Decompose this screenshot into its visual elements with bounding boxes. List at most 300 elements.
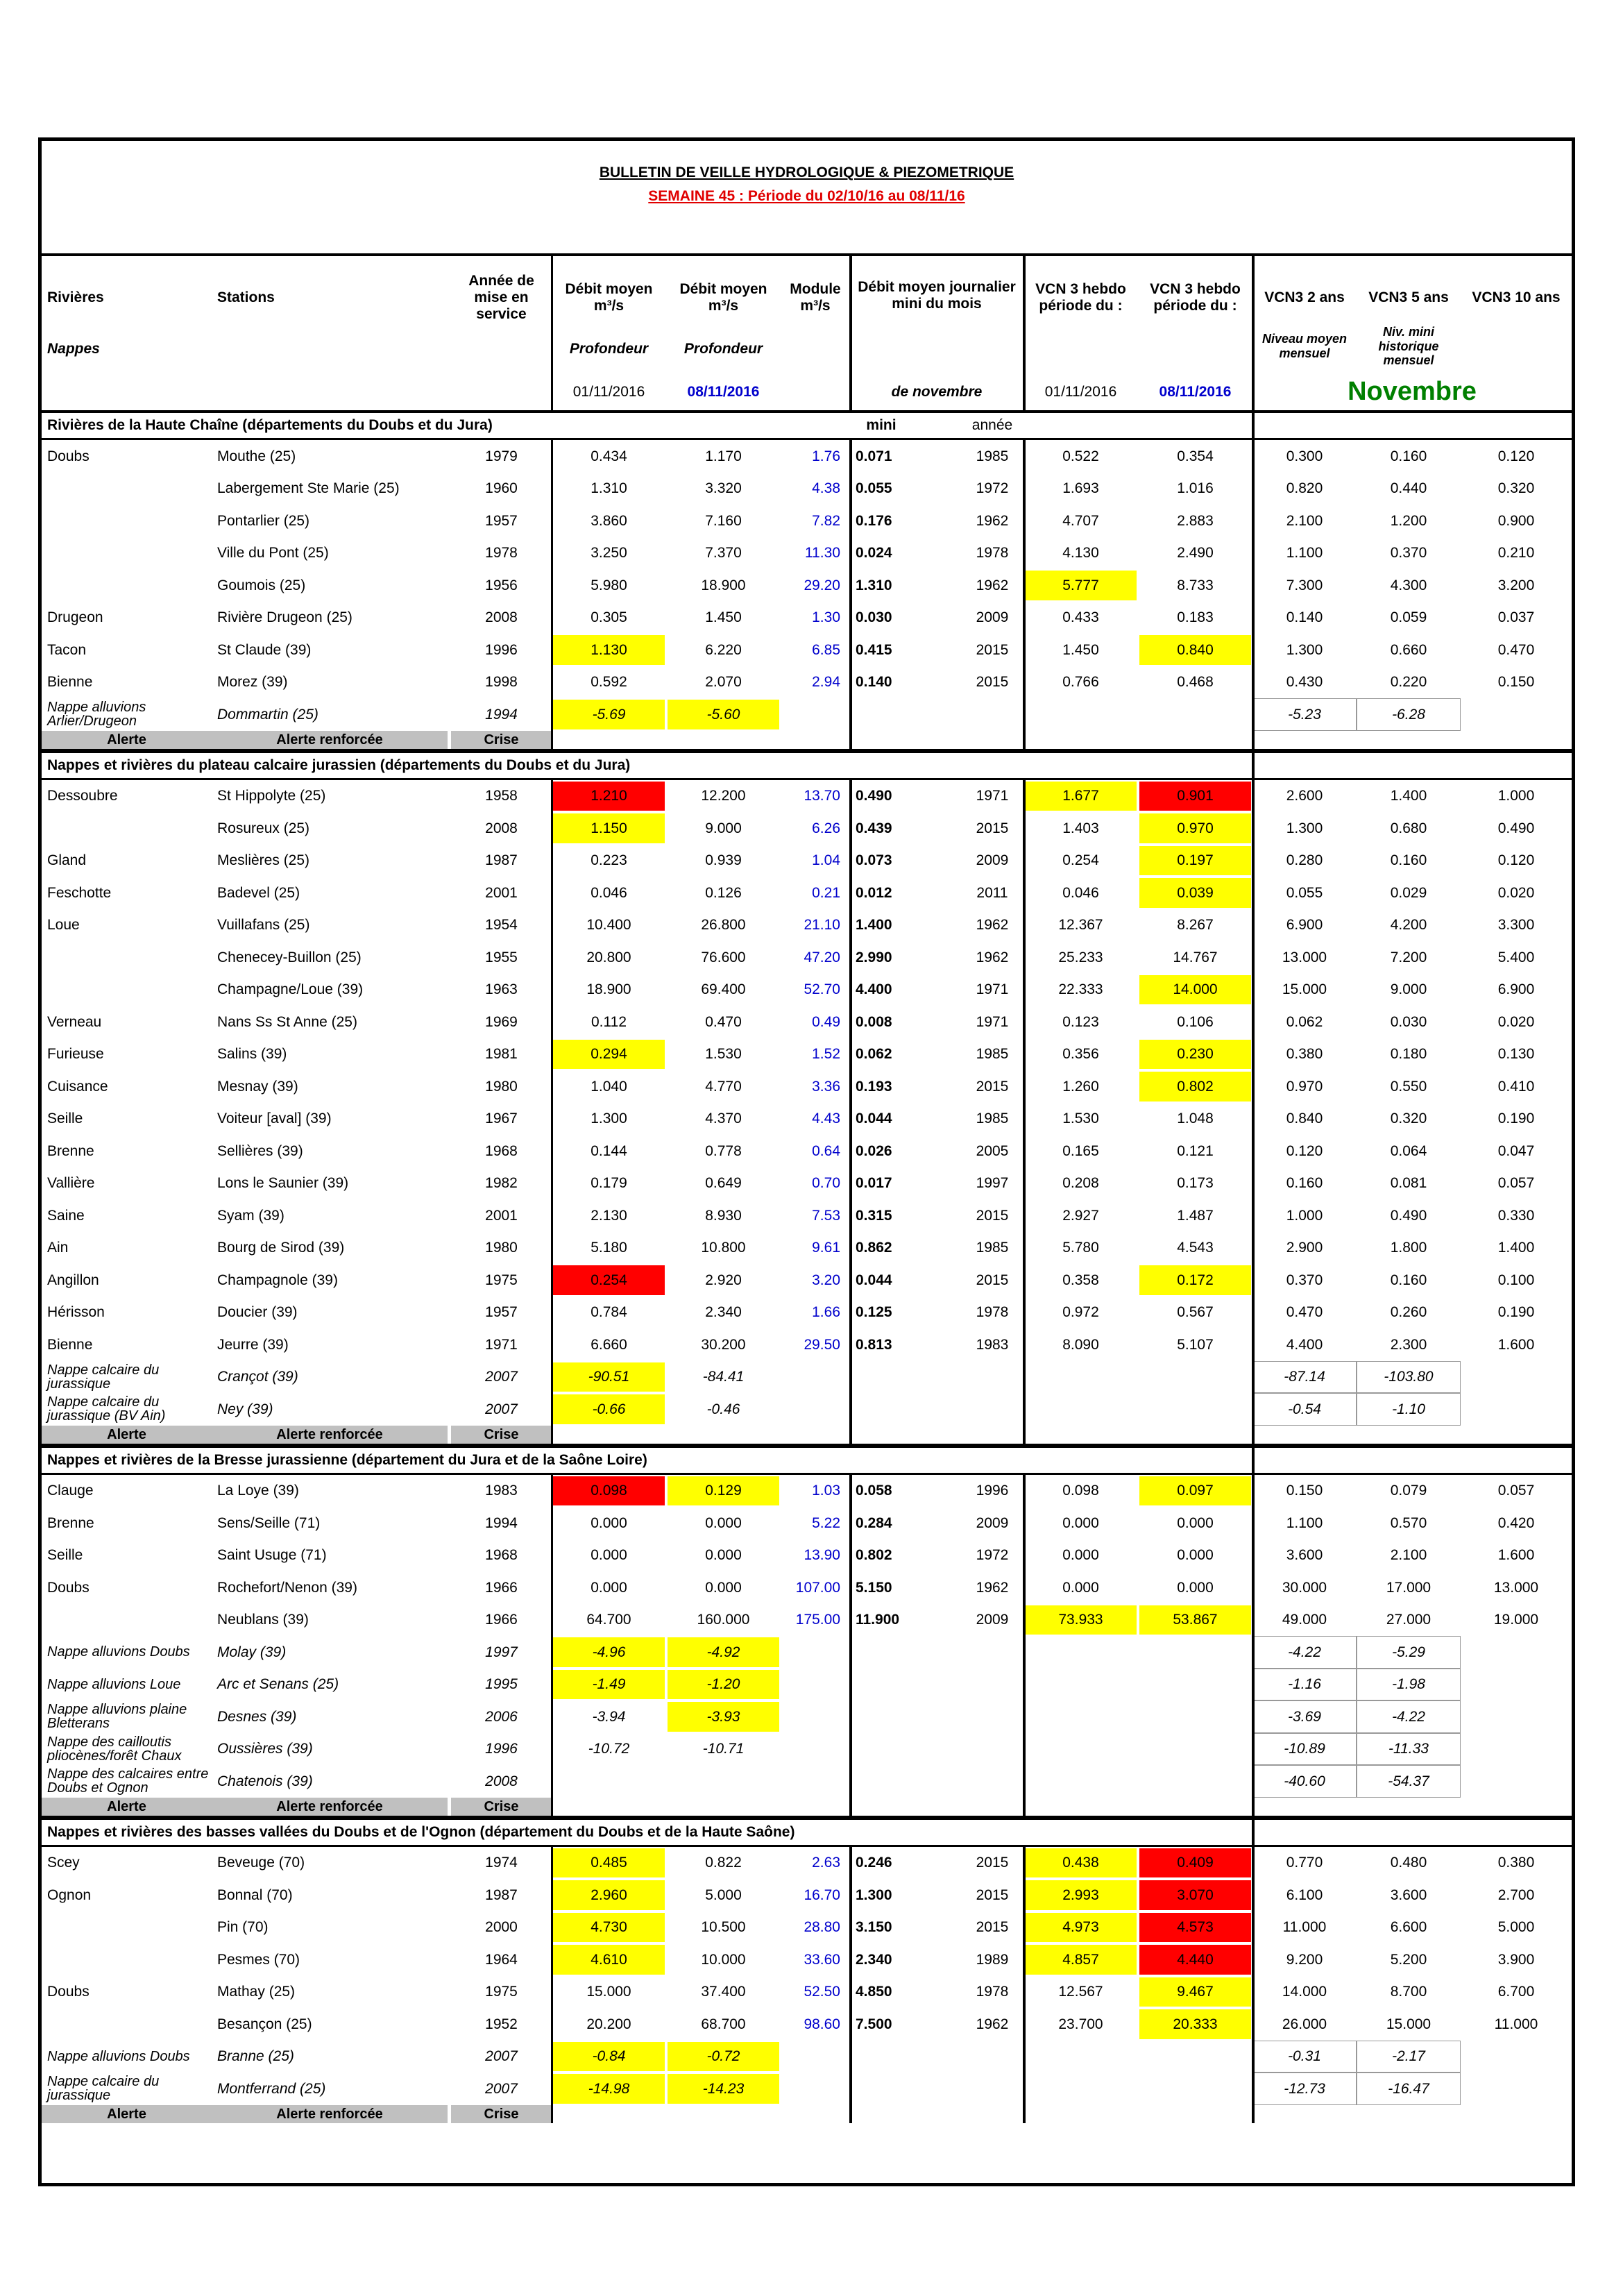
table-cell: 0.123 bbox=[1062, 1013, 1099, 1030]
table-cell: Oussières (39) bbox=[217, 1741, 313, 1757]
table-cell: 0.129 bbox=[668, 1476, 779, 1506]
table-cell: 2.63 bbox=[812, 1855, 840, 1871]
table-cell: 0.000 bbox=[1062, 1514, 1099, 1531]
table-cell: 1.600 bbox=[1497, 1336, 1535, 1353]
table-cell: 1985 bbox=[976, 448, 1009, 464]
table-cell: 0.434 bbox=[590, 448, 627, 464]
table-cell: 0.550 bbox=[1390, 1078, 1427, 1095]
table-cell: 6.660 bbox=[590, 1336, 627, 1353]
table-cell: 5.980 bbox=[590, 577, 627, 593]
table-cell: -0.72 bbox=[668, 2042, 779, 2072]
table-cell: 0.409 bbox=[1139, 1848, 1251, 1878]
table-cell bbox=[42, 505, 212, 537]
table-cell: 8.930 bbox=[705, 1207, 742, 1224]
table-cell bbox=[850, 1669, 961, 1701]
v-rule bbox=[849, 253, 852, 410]
table-cell: Mathay (25) bbox=[217, 1984, 296, 2000]
table-cell: -4.92 bbox=[668, 1637, 779, 1667]
table-cell: 1.66 bbox=[812, 1304, 840, 1321]
header-niveau-moyen: Niveau moyen mensuel bbox=[1261, 332, 1348, 360]
table-cell: 0.970 bbox=[1139, 813, 1251, 843]
table-cell: 2.94 bbox=[812, 674, 840, 691]
table-cell: 3.20 bbox=[812, 1272, 840, 1288]
table-cell: 0.062 bbox=[1286, 1013, 1323, 1030]
table-cell: 0.000 bbox=[1177, 1547, 1214, 1564]
table-cell: 0.49 bbox=[812, 1013, 840, 1030]
table-cell: 0.680 bbox=[1390, 820, 1427, 836]
table-cell: Hérisson bbox=[47, 1304, 105, 1321]
table-cell: 0.470 bbox=[1497, 641, 1535, 658]
table-cell: 13.90 bbox=[804, 1547, 840, 1564]
table-cell: -10.72 bbox=[588, 1741, 630, 1757]
table-cell: 0.820 bbox=[1286, 480, 1323, 497]
table-cell: 1998 bbox=[485, 674, 518, 691]
header-nappes: Nappes bbox=[47, 341, 100, 357]
table-cell: 0.173 bbox=[1177, 1175, 1214, 1192]
table-cell: Angillon bbox=[47, 1272, 99, 1288]
table-cell: 0.140 bbox=[856, 674, 892, 691]
table-cell: 1.450 bbox=[1062, 641, 1099, 658]
table-cell: 1954 bbox=[485, 917, 518, 934]
header-debit-mini: Débit moyen journalier mini du mois bbox=[858, 278, 1016, 312]
table-cell bbox=[1023, 2073, 1138, 2105]
table-cell: Crançot (39) bbox=[217, 1369, 298, 1385]
table-cell: -3.69 bbox=[1252, 1700, 1357, 1733]
table-cell: 8.267 bbox=[1177, 917, 1214, 934]
table-cell: 2015 bbox=[976, 674, 1009, 691]
table-cell: 1995 bbox=[485, 1676, 518, 1693]
table-cell: 2007 bbox=[485, 1401, 518, 1417]
table-cell: 1.000 bbox=[1286, 1207, 1323, 1224]
table-cell: 2001 bbox=[485, 1207, 518, 1224]
table-cell: 1981 bbox=[485, 1046, 518, 1063]
table-cell: 1.30 bbox=[812, 609, 840, 626]
table-cell bbox=[781, 1636, 850, 1669]
table-cell: 7.500 bbox=[856, 2016, 892, 2032]
table-cell: 6.26 bbox=[812, 820, 840, 836]
table-cell: 0.468 bbox=[1177, 674, 1214, 691]
table-cell: 2.340 bbox=[856, 1951, 892, 1968]
table-cell: 76.600 bbox=[701, 949, 746, 965]
table-cell: 2.490 bbox=[1177, 545, 1214, 562]
table-cell: 2.340 bbox=[705, 1304, 742, 1321]
table-cell bbox=[850, 1361, 961, 1394]
table-cell bbox=[781, 1393, 850, 1426]
table-cell: 4.973 bbox=[1025, 1913, 1137, 1943]
table-cell: 1.150 bbox=[553, 813, 665, 843]
table-cell bbox=[1023, 1636, 1138, 1669]
table-cell: -1.10 bbox=[1357, 1393, 1461, 1426]
table-cell: 0.433 bbox=[1062, 609, 1099, 626]
table-cell: Loue bbox=[47, 917, 80, 934]
table-cell bbox=[42, 1911, 212, 1944]
table-cell bbox=[850, 1636, 961, 1669]
table-cell: 0.064 bbox=[1390, 1142, 1427, 1159]
bulletin-subtitle: SEMAINE 45 : Période du 02/10/16 au 08/11/16 bbox=[648, 188, 965, 205]
table-cell: -5.69 bbox=[553, 700, 665, 729]
table-cell: Beveuge (70) bbox=[217, 1855, 305, 1871]
table-cell: 0.176 bbox=[856, 512, 892, 529]
table-cell: 14.000 bbox=[1282, 1984, 1327, 2000]
table-cell: 1.04 bbox=[812, 852, 840, 869]
table-cell: 2000 bbox=[485, 1919, 518, 1936]
table-cell: 4.857 bbox=[1025, 1945, 1137, 1975]
table-cell: 5.200 bbox=[1390, 1951, 1427, 1968]
table-cell bbox=[1461, 1733, 1572, 1766]
table-cell: 0.100 bbox=[1497, 1272, 1535, 1288]
table-cell: 0.490 bbox=[856, 788, 892, 804]
legend-alerte: Alerte bbox=[107, 2106, 146, 2122]
table-cell: 0.193 bbox=[856, 1078, 892, 1095]
table-cell: 0.490 bbox=[1390, 1207, 1427, 1224]
table-cell bbox=[961, 2041, 1023, 2073]
table-cell: Rosureux (25) bbox=[217, 820, 310, 836]
table-cell: 0.223 bbox=[590, 852, 627, 869]
table-cell: 6.220 bbox=[705, 641, 742, 658]
table-cell: 3.250 bbox=[590, 545, 627, 562]
table-cell: 47.20 bbox=[804, 949, 840, 965]
table-cell: St Claude (39) bbox=[217, 641, 312, 658]
table-cell: 2001 bbox=[485, 884, 518, 901]
table-cell: 1967 bbox=[485, 1111, 518, 1127]
table-cell: Lons le Saunier (39) bbox=[217, 1175, 349, 1192]
table-cell bbox=[1023, 698, 1138, 731]
table-cell: 4.610 bbox=[553, 1945, 665, 1975]
table-cell: Molay (39) bbox=[217, 1644, 287, 1660]
table-cell: 2015 bbox=[976, 1919, 1009, 1936]
legend-alerte-renforcee: Alerte renforcée bbox=[276, 1798, 383, 1814]
table-cell: Bienne bbox=[47, 1336, 93, 1353]
table-cell: 0.000 bbox=[1177, 1579, 1214, 1596]
table-cell: 0.017 bbox=[856, 1175, 892, 1192]
table-cell bbox=[850, 1393, 961, 1426]
table-cell: 0.000 bbox=[590, 1579, 627, 1596]
table-cell: 0.410 bbox=[1497, 1078, 1535, 1095]
table-cell bbox=[1461, 2073, 1572, 2105]
table-cell bbox=[961, 1361, 1023, 1394]
table-cell: 0.020 bbox=[1497, 884, 1535, 901]
table-cell: 4.200 bbox=[1390, 917, 1427, 934]
header-date-2: 08/11/2016 bbox=[687, 384, 760, 400]
table-cell: Verneau bbox=[47, 1013, 102, 1030]
header-debit-2: Débit moyen m³/s bbox=[679, 280, 767, 314]
table-cell: 1964 bbox=[485, 1951, 518, 1968]
table-cell: Nappe calcaire du jurassique (BV Ain) bbox=[47, 1394, 166, 1424]
table-cell: 2009 bbox=[976, 852, 1009, 869]
table-cell: 10.000 bbox=[701, 1951, 746, 1968]
table-cell: Pontarlier (25) bbox=[217, 512, 310, 529]
table-cell: 25.233 bbox=[1058, 949, 1103, 965]
table-cell: 10.400 bbox=[586, 917, 631, 934]
table-cell: 1987 bbox=[485, 852, 518, 869]
header-module: Module m³/s bbox=[790, 280, 841, 314]
table-cell: -0.66 bbox=[553, 1394, 665, 1424]
table-cell: 0.098 bbox=[1062, 1483, 1099, 1499]
table-cell: 15.000 bbox=[1386, 2016, 1431, 2032]
section-title: Nappes et rivières des basses vallées du Doubs et de l'Ognon (département du Doubs et de la Haute Saône) bbox=[47, 1823, 795, 1840]
table-cell: 68.700 bbox=[701, 2016, 746, 2032]
table-cell: Drugeon bbox=[47, 609, 103, 626]
table-cell: 3.200 bbox=[1497, 577, 1535, 593]
table-cell: Labergement Ste Marie (25) bbox=[217, 480, 400, 497]
table-cell: 1956 bbox=[485, 577, 518, 593]
table-cell: 1997 bbox=[976, 1175, 1009, 1192]
table-cell: 18.900 bbox=[586, 981, 631, 998]
table-cell bbox=[1138, 1765, 1252, 1798]
table-cell: 0.64 bbox=[812, 1142, 840, 1159]
table-cell: 0.000 bbox=[1062, 1579, 1099, 1596]
table-cell bbox=[1461, 1765, 1572, 1798]
table-cell: 2007 bbox=[485, 2080, 518, 2097]
table-cell: Mouthe (25) bbox=[217, 448, 296, 464]
table-cell: Brenne bbox=[47, 1142, 94, 1159]
legend-alerte: Alerte bbox=[107, 732, 146, 748]
v-rule bbox=[1252, 413, 1255, 749]
table-cell: 1.300 bbox=[856, 1886, 892, 1903]
header-date-3: 01/11/2016 bbox=[1044, 384, 1117, 400]
table-cell: Ain bbox=[47, 1240, 69, 1256]
table-cell: 2.990 bbox=[856, 949, 892, 965]
table-cell: -10.89 bbox=[1252, 1733, 1357, 1766]
table-cell: 0.071 bbox=[856, 448, 892, 464]
table-cell: 6.100 bbox=[1286, 1886, 1323, 1903]
table-cell: Tacon bbox=[47, 641, 87, 658]
table-cell: -4.22 bbox=[1357, 1700, 1461, 1733]
table-cell: 0.208 bbox=[1062, 1175, 1099, 1192]
table-cell: 1962 bbox=[976, 949, 1009, 965]
table-cell: 1979 bbox=[485, 448, 518, 464]
legend-crise: Crise bbox=[451, 1426, 552, 1444]
table-cell: 1968 bbox=[485, 1547, 518, 1564]
table-cell: 0.000 bbox=[1177, 1514, 1214, 1531]
table-cell: 5.000 bbox=[705, 1886, 742, 1903]
table-cell: 1962 bbox=[976, 917, 1009, 934]
table-cell: Pin (70) bbox=[217, 1919, 269, 1936]
table-cell bbox=[1461, 1669, 1572, 1701]
table-cell: -5.29 bbox=[1357, 1636, 1461, 1669]
table-cell: 1968 bbox=[485, 1142, 518, 1159]
table-cell: -3.93 bbox=[668, 1702, 779, 1732]
table-cell: 3.320 bbox=[705, 480, 742, 497]
table-cell: 4.300 bbox=[1390, 577, 1427, 593]
table-cell: 1962 bbox=[976, 577, 1009, 593]
table-cell: 0.370 bbox=[1286, 1272, 1323, 1288]
header-annee: Année de mise en service bbox=[468, 272, 534, 323]
table-cell: 5.180 bbox=[590, 1240, 627, 1256]
bulletin-title: BULLETIN DE VEILLE HYDROLOGIQUE & PIEZOMETRIQUE bbox=[599, 164, 1014, 181]
table-cell: 13.000 bbox=[1493, 1579, 1539, 1596]
table-cell: Desnes (39) bbox=[217, 1708, 297, 1725]
table-cell: 1971 bbox=[976, 981, 1009, 998]
legend-crise: Crise bbox=[451, 1798, 552, 1816]
table-cell: 0.026 bbox=[856, 1142, 892, 1159]
table-cell: 1960 bbox=[485, 480, 518, 497]
table-cell: -12.73 bbox=[1252, 2073, 1357, 2105]
table-cell bbox=[850, 698, 961, 731]
table-cell: 0.097 bbox=[1139, 1476, 1251, 1506]
table-cell: 1.100 bbox=[1286, 1514, 1323, 1531]
table-cell bbox=[1023, 1700, 1138, 1733]
table-cell bbox=[781, 1765, 850, 1798]
table-cell: 0.125 bbox=[856, 1304, 892, 1321]
table-cell: 1.310 bbox=[590, 480, 627, 497]
table-cell: 1.100 bbox=[1286, 545, 1323, 562]
table-cell: 1.048 bbox=[1177, 1111, 1214, 1127]
table-cell: 69.400 bbox=[701, 981, 746, 998]
table-cell: 14.000 bbox=[1139, 975, 1251, 1005]
table-cell: 1.300 bbox=[1286, 641, 1323, 658]
table-cell: 12.200 bbox=[701, 788, 746, 804]
table-cell: 175.00 bbox=[795, 1612, 840, 1628]
table-cell: 0.140 bbox=[1286, 609, 1323, 626]
table-cell: 0.802 bbox=[856, 1547, 892, 1564]
table-cell: Nappe des calcaires entre Doubs et Ognon bbox=[47, 1766, 209, 1796]
table-cell: 0.430 bbox=[1286, 674, 1323, 691]
table-cell: 2015 bbox=[976, 1855, 1009, 1871]
table-cell bbox=[781, 1700, 850, 1733]
table-cell: 0.480 bbox=[1390, 1855, 1427, 1871]
header-vcn3-1: VCN 3 hebdo période du : bbox=[1035, 280, 1126, 314]
table-cell: 2006 bbox=[485, 1708, 518, 1725]
table-cell: Nappe calcaire du jurassique bbox=[47, 2074, 160, 2104]
table-cell: Rochefort/Nenon (39) bbox=[217, 1579, 357, 1596]
table-cell: 0.121 bbox=[1177, 1142, 1214, 1159]
header-vcn3-2: VCN 3 hebdo période du : bbox=[1150, 280, 1241, 314]
table-cell: 9.200 bbox=[1286, 1951, 1323, 1968]
table-cell bbox=[1461, 2041, 1572, 2073]
table-cell: 20.333 bbox=[1139, 2009, 1251, 2039]
table-cell: 2007 bbox=[485, 1369, 518, 1385]
table-cell: 4.440 bbox=[1139, 1945, 1251, 1975]
table-cell: 2015 bbox=[976, 1886, 1009, 1903]
table-cell: Montferrand (25) bbox=[217, 2080, 326, 2097]
table-cell: 7.200 bbox=[1390, 949, 1427, 965]
table-cell bbox=[961, 1700, 1023, 1733]
v-rule bbox=[1252, 753, 1255, 1444]
table-cell: Cuisance bbox=[47, 1078, 108, 1095]
header-date-4: 08/11/2016 bbox=[1159, 384, 1232, 400]
table-cell: 53.867 bbox=[1139, 1605, 1251, 1635]
table-cell: 1972 bbox=[976, 480, 1009, 497]
table-cell: 0.840 bbox=[1139, 635, 1251, 665]
table-cell: 5.400 bbox=[1497, 949, 1535, 965]
table-cell: 0.112 bbox=[591, 1013, 627, 1030]
table-cell: 1996 bbox=[976, 1483, 1009, 1499]
table-cell: 1.03 bbox=[812, 1483, 840, 1499]
legend-crise: Crise bbox=[451, 2105, 552, 2123]
table-cell: 0.439 bbox=[856, 820, 892, 836]
table-cell: 0.246 bbox=[856, 1855, 892, 1871]
table-cell: 0.370 bbox=[1390, 545, 1427, 562]
table-cell: 0.294 bbox=[553, 1040, 665, 1070]
table-cell: 1.800 bbox=[1390, 1240, 1427, 1256]
table-cell bbox=[42, 473, 212, 505]
table-cell bbox=[781, 1361, 850, 1394]
table-cell bbox=[961, 698, 1023, 731]
table-cell: 1971 bbox=[976, 1013, 1009, 1030]
table-cell: 3.36 bbox=[812, 1078, 840, 1095]
table-cell: 18.900 bbox=[701, 577, 746, 593]
table-cell: 5.780 bbox=[1062, 1240, 1099, 1256]
table-cell: 1966 bbox=[485, 1612, 518, 1628]
table-cell: 160.000 bbox=[697, 1612, 750, 1628]
table-cell: 98.60 bbox=[804, 2016, 840, 2032]
table-cell: Meslières (25) bbox=[217, 852, 310, 869]
table-cell: 1.400 bbox=[856, 917, 892, 934]
table-cell: -5.23 bbox=[1252, 698, 1357, 731]
table-cell: Dommartin (25) bbox=[217, 706, 318, 723]
table-cell: 0.822 bbox=[705, 1855, 742, 1871]
table-cell: 2009 bbox=[976, 609, 1009, 626]
table-cell: Bourg de Sirod (39) bbox=[217, 1240, 345, 1256]
table-cell: Bonnal (70) bbox=[217, 1886, 293, 1903]
table-cell: 29.50 bbox=[804, 1336, 840, 1353]
table-cell: -0.31 bbox=[1252, 2041, 1357, 2073]
table-cell: 26.800 bbox=[701, 917, 746, 934]
table-cell bbox=[781, 1733, 850, 1766]
table-cell: 2.100 bbox=[1390, 1547, 1427, 1564]
table-cell: 1957 bbox=[485, 512, 518, 529]
table-cell: 3.860 bbox=[590, 512, 627, 529]
table-cell: Ney (39) bbox=[217, 1401, 273, 1417]
table-cell: Jeurre (39) bbox=[217, 1336, 289, 1353]
table-cell: 2015 bbox=[976, 1272, 1009, 1288]
table-cell: 0.592 bbox=[590, 674, 627, 691]
table-cell: 0.024 bbox=[856, 545, 892, 562]
table-cell: 0.356 bbox=[1062, 1046, 1099, 1063]
table-cell: 0.160 bbox=[1390, 852, 1427, 869]
table-cell: Goumois (25) bbox=[217, 577, 306, 593]
header-de-novembre: de novembre bbox=[891, 384, 983, 400]
table-cell: 1963 bbox=[485, 981, 518, 998]
table-cell: 15.000 bbox=[586, 1984, 631, 2000]
table-cell: 6.900 bbox=[1497, 981, 1535, 998]
table-cell: -1.20 bbox=[668, 1670, 779, 1700]
table-cell: 4.43 bbox=[812, 1111, 840, 1127]
table-cell bbox=[42, 1943, 212, 1976]
table-cell: 2.700 bbox=[1497, 1886, 1535, 1903]
table-cell: Chenecey-Buillon (25) bbox=[217, 949, 362, 965]
table-cell: 1987 bbox=[485, 1886, 518, 1903]
table-cell: 1.693 bbox=[1062, 480, 1099, 497]
table-cell: 0.485 bbox=[553, 1848, 665, 1878]
table-cell: 0.190 bbox=[1497, 1111, 1535, 1127]
table-cell: 0.280 bbox=[1286, 852, 1323, 869]
bulletin-table bbox=[38, 137, 1575, 2186]
table-cell: 30.000 bbox=[1282, 1579, 1327, 1596]
table-cell: Nappe alluvions Arlier/Drugeon bbox=[47, 700, 146, 729]
table-cell: 0.190 bbox=[1497, 1304, 1535, 1321]
table-cell: 0.970 bbox=[1286, 1078, 1323, 1095]
table-cell: 0.057 bbox=[1497, 1175, 1535, 1192]
table-cell: 0.079 bbox=[1390, 1483, 1427, 1499]
v-rule bbox=[1252, 253, 1255, 410]
v-rule bbox=[1023, 780, 1026, 1444]
table-cell: 1.210 bbox=[553, 782, 665, 811]
table-cell: 33.60 bbox=[804, 1951, 840, 1968]
table-cell: 1972 bbox=[976, 1547, 1009, 1564]
table-cell: Nappe alluvions plaine Bletterans bbox=[47, 1702, 187, 1732]
table-cell: Seille bbox=[47, 1111, 83, 1127]
table-cell: 1994 bbox=[485, 1514, 518, 1531]
table-cell: -1.98 bbox=[1357, 1669, 1461, 1701]
table-cell: 20.200 bbox=[586, 2016, 631, 2032]
table-cell: La Loye (39) bbox=[217, 1483, 299, 1499]
table-cell: 2005 bbox=[976, 1142, 1009, 1159]
table-cell: 1.300 bbox=[1286, 820, 1323, 836]
table-cell: Saint Usuge (71) bbox=[217, 1547, 327, 1564]
table-cell bbox=[961, 1733, 1023, 1766]
